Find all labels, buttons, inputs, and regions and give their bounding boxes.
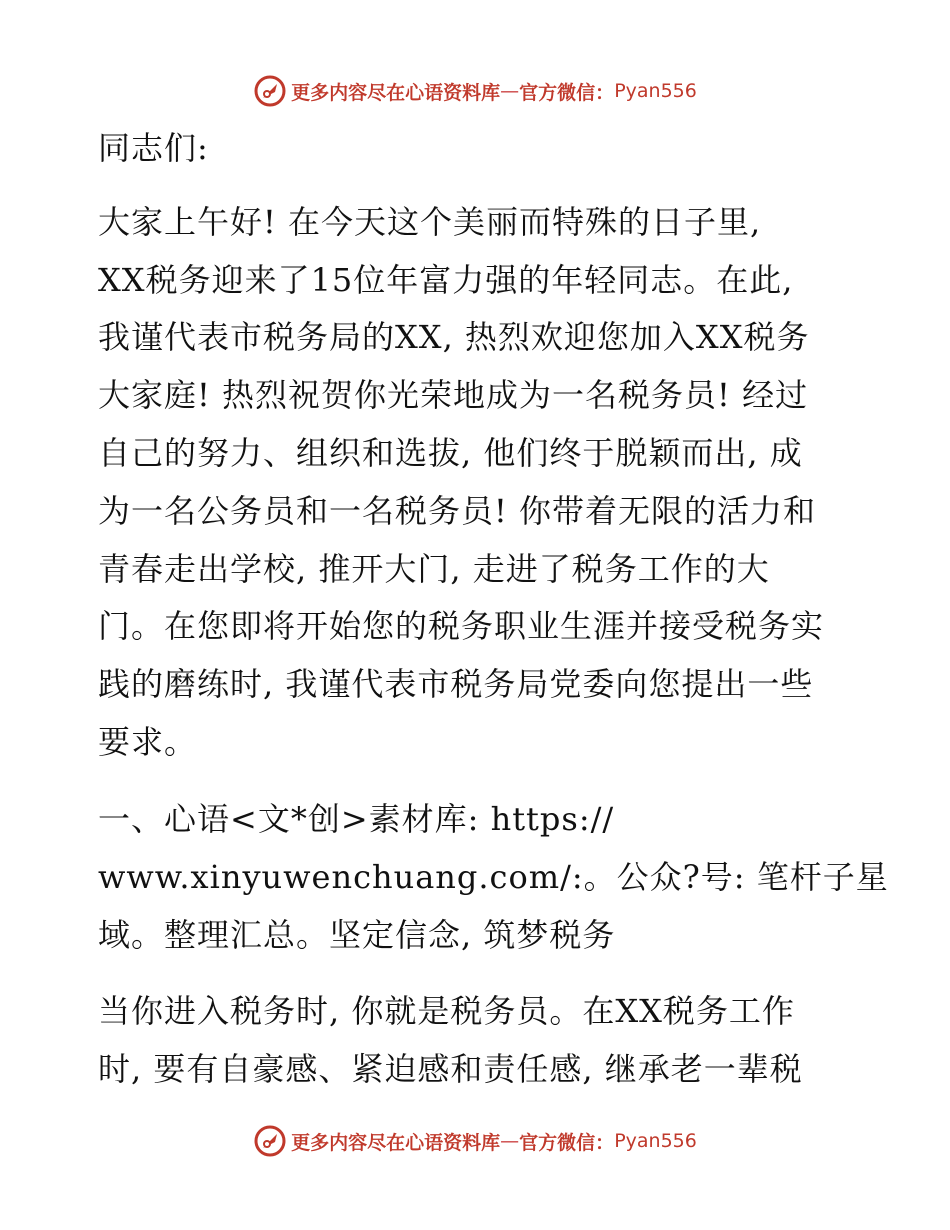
section-heading-line: 一、心语<文*创>素材库: https:// — [98, 800, 615, 838]
paragraph-line: 时, 要有自豪感、紧迫感和责任感, 继承老一辈税 — [98, 1050, 803, 1088]
section-heading-line: 域。整理汇总。坚定信念, 筑梦税务 — [98, 916, 616, 954]
quill-logo-icon — [253, 1124, 287, 1158]
paragraph-line: 当你进入税务时, 你就是税务员。在XX税务工作 — [98, 992, 795, 1030]
paragraph-line: 我谨代表市税务局的XX, 热烈欢迎您加入XX税务 — [98, 318, 810, 356]
banner-main-text: 更多内容尽在心语资料库 — [291, 81, 501, 104]
banner-sub-text: 官方微信： — [519, 1131, 615, 1154]
paragraph-line: 门。在您即将开始您的税务职业生涯并接受税务实 — [98, 607, 825, 645]
paragraph-line: 青春走出学校, 推开大门, 走进了税务工作的大 — [98, 550, 770, 588]
footer-banner — [0, 1124, 950, 1158]
paragraph-line: 大家庭! 热烈祝贺你光荣地成为一名税务员! 经过 — [98, 376, 809, 414]
banner-wechat-id: Pyan556 — [614, 80, 697, 102]
paragraph-line: XX税务迎来了15位年富力强的年轻同志。在此, — [98, 261, 794, 299]
banner-main-text: 更多内容尽在心语资料库 — [291, 1131, 501, 1154]
banner-wechat-id: Pyan556 — [614, 1130, 697, 1152]
paragraph-line: 为一名公务员和一名税务员! 你带着无限的活力和 — [98, 492, 817, 530]
paragraph-line: 大家上午好! 在今天这个美丽而特殊的日子里, — [98, 203, 762, 241]
banner-separator: — — [500, 1130, 520, 1152]
paragraph-line: 践的磨练时, 我谨代表市税务局党委向您提出一些 — [98, 665, 814, 703]
paragraph-line: 要求。 — [98, 723, 198, 761]
banner-sub-text: 官方微信： — [519, 81, 615, 104]
banner-separator: — — [500, 80, 520, 102]
salutation-line: 同志们: — [98, 129, 209, 167]
paragraph-line: 自己的努力、组织和选拔, 他们终于脱颖而出, 成 — [98, 434, 803, 472]
section-heading-line: www.xinyuwenchuang.com/:。公众?号: 笔杆子星 — [98, 858, 889, 896]
